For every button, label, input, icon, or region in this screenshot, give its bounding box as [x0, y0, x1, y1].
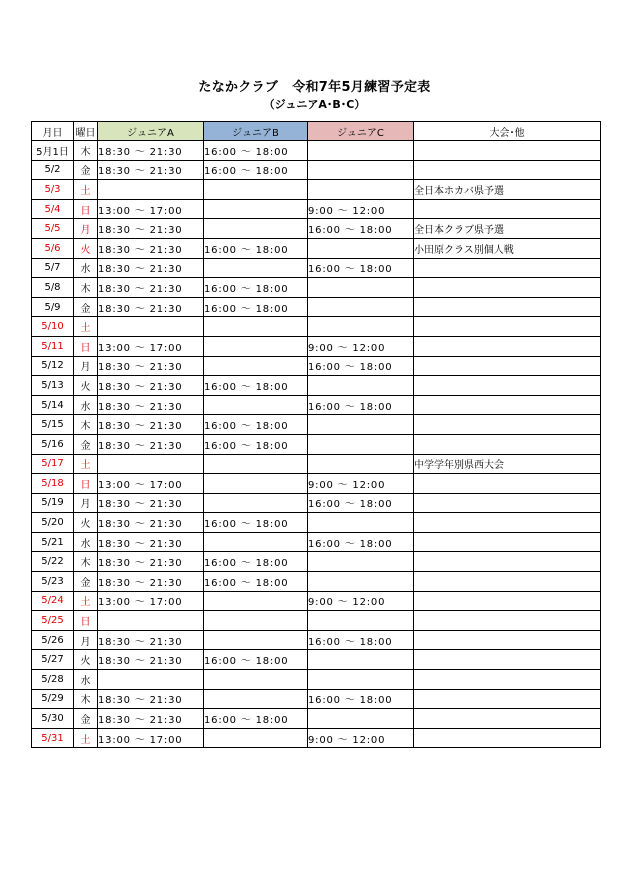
- cell-junior-c: [308, 297, 414, 317]
- cell-junior-c: 16:00 ～ 18:00: [308, 532, 414, 552]
- cell-dow: 水: [74, 670, 98, 690]
- cell-junior-c: [308, 670, 414, 690]
- cell-junior-c: [308, 454, 414, 474]
- cell-dow: 日: [74, 611, 98, 631]
- table-row: [32, 336, 601, 356]
- page-title: [0, 76, 629, 95]
- cell-event: [414, 709, 601, 729]
- table-row: [32, 709, 601, 729]
- cell-junior-b: [204, 474, 308, 494]
- cell-junior-c: [308, 376, 414, 396]
- cell-event: [414, 434, 601, 454]
- cell-event: [414, 297, 601, 317]
- cell-event: [414, 278, 601, 298]
- cell-junior-b: [204, 689, 308, 709]
- cell-event: [414, 532, 601, 552]
- table-row: [32, 728, 601, 748]
- table-row: [32, 454, 601, 474]
- cell-dow: 木: [74, 552, 98, 572]
- cell-junior-a: [98, 670, 204, 690]
- cell-dow: 土: [74, 728, 98, 748]
- cell-dow: 月: [74, 493, 98, 513]
- cell-junior-c: 9:00 ～ 12:00: [308, 336, 414, 356]
- cell-event: [414, 356, 601, 376]
- table-row: [32, 356, 601, 376]
- cell-dow: 日: [74, 199, 98, 219]
- cell-event: [414, 591, 601, 611]
- table-row: [32, 474, 601, 494]
- cell-junior-c: 16:00 ～ 18:00: [308, 356, 414, 376]
- column-header-junior-a: ジュニアA: [98, 122, 204, 141]
- cell-junior-a: 18:30 ～ 21:30: [98, 238, 204, 258]
- cell-date: 5/2: [32, 160, 74, 180]
- cell-date: 5/15: [32, 415, 74, 435]
- cell-dow: 土: [74, 180, 98, 200]
- cell-event: [414, 513, 601, 533]
- cell-event: 中学学年別県西大会: [414, 454, 601, 474]
- cell-date: 5/12: [32, 356, 74, 376]
- cell-dow: 日: [74, 336, 98, 356]
- table-row: [32, 572, 601, 592]
- cell-event: [414, 689, 601, 709]
- cell-junior-c: 9:00 ～ 12:00: [308, 474, 414, 494]
- cell-junior-a: 18:30 ～ 21:30: [98, 513, 204, 533]
- cell-junior-b: 16:00 ～ 18:00: [204, 278, 308, 298]
- cell-date: 5/30: [32, 709, 74, 729]
- cell-junior-c: [308, 238, 414, 258]
- cell-dow: 火: [74, 238, 98, 258]
- cell-event: [414, 611, 601, 631]
- table-row: [32, 180, 601, 200]
- cell-junior-c: [308, 552, 414, 572]
- cell-event: [414, 317, 601, 337]
- table-row: [32, 650, 601, 670]
- cell-date: 5/11: [32, 336, 74, 356]
- table-row: [32, 160, 601, 180]
- cell-dow: 火: [74, 650, 98, 670]
- cell-junior-a: 13:00 ～ 17:00: [98, 474, 204, 494]
- table-row: [32, 238, 601, 258]
- cell-junior-c: [308, 160, 414, 180]
- cell-junior-c: 9:00 ～ 12:00: [308, 591, 414, 611]
- cell-event: [414, 630, 601, 650]
- cell-dow: 火: [74, 376, 98, 396]
- cell-junior-b: [204, 532, 308, 552]
- cell-date: 5/16: [32, 434, 74, 454]
- column-header-event: 大会･他: [414, 122, 601, 141]
- cell-event: [414, 728, 601, 748]
- cell-junior-b: [204, 611, 308, 631]
- table-row: [32, 493, 601, 513]
- cell-date: 5/19: [32, 493, 74, 513]
- cell-junior-b: [204, 317, 308, 337]
- cell-date: 5/14: [32, 395, 74, 415]
- cell-event: 全日本ホカバ県予選: [414, 180, 601, 200]
- cell-dow: 水: [74, 395, 98, 415]
- cell-date: 5/26: [32, 630, 74, 650]
- cell-junior-b: 16:00 ～ 18:00: [204, 552, 308, 572]
- cell-event: [414, 650, 601, 670]
- cell-date: 5/23: [32, 572, 74, 592]
- cell-junior-b: [204, 258, 308, 278]
- page-subtitle: （ジュニアA･B･C）: [263, 98, 366, 111]
- cell-date: 5/29: [32, 689, 74, 709]
- table-row: [32, 395, 601, 415]
- cell-junior-a: [98, 611, 204, 631]
- cell-event: [414, 336, 601, 356]
- schedule-title: 令和7年5月練習予定表: [292, 80, 431, 95]
- cell-junior-c: [308, 317, 414, 337]
- cell-event: [414, 474, 601, 494]
- club-name: たなかクラブ: [198, 80, 279, 95]
- cell-junior-a: 18:30 ～ 21:30: [98, 297, 204, 317]
- cell-junior-a: 18:30 ～ 21:30: [98, 572, 204, 592]
- cell-junior-c: 16:00 ～ 18:00: [308, 258, 414, 278]
- cell-dow: 月: [74, 219, 98, 239]
- cell-event: [414, 415, 601, 435]
- cell-junior-c: [308, 415, 414, 435]
- table-row: [32, 376, 601, 396]
- cell-date: 5/13: [32, 376, 74, 396]
- cell-date: 5/10: [32, 317, 74, 337]
- cell-date: 5/27: [32, 650, 74, 670]
- cell-event: [414, 160, 601, 180]
- cell-dow: 水: [74, 258, 98, 278]
- cell-event: [414, 258, 601, 278]
- cell-junior-b: [204, 493, 308, 513]
- cell-junior-c: 9:00 ～ 12:00: [308, 199, 414, 219]
- cell-dow: 木: [74, 278, 98, 298]
- cell-junior-b: 16:00 ～ 18:00: [204, 160, 308, 180]
- cell-date: 5/31: [32, 728, 74, 748]
- cell-dow: 土: [74, 454, 98, 474]
- cell-junior-c: [308, 650, 414, 670]
- cell-junior-b: 16:00 ～ 18:00: [204, 415, 308, 435]
- schedule-table: [31, 121, 601, 748]
- cell-junior-c: 16:00 ～ 18:00: [308, 395, 414, 415]
- cell-junior-c: [308, 611, 414, 631]
- cell-junior-a: 18:30 ～ 21:30: [98, 630, 204, 650]
- cell-dow: 金: [74, 572, 98, 592]
- cell-junior-a: 18:30 ～ 21:30: [98, 650, 204, 670]
- cell-junior-a: 13:00 ～ 17:00: [98, 591, 204, 611]
- table-row: [32, 513, 601, 533]
- cell-dow: 金: [74, 434, 98, 454]
- cell-junior-b: 16:00 ～ 18:00: [204, 513, 308, 533]
- cell-junior-a: [98, 317, 204, 337]
- cell-date: 5/25: [32, 611, 74, 631]
- cell-junior-a: 18:30 ～ 21:30: [98, 552, 204, 572]
- cell-junior-a: 13:00 ～ 17:00: [98, 728, 204, 748]
- cell-junior-b: [204, 591, 308, 611]
- cell-date: 5/8: [32, 278, 74, 298]
- cell-junior-a: 18:30 ～ 21:30: [98, 376, 204, 396]
- cell-date: 5/28: [32, 670, 74, 690]
- table-row: [32, 591, 601, 611]
- cell-junior-a: 13:00 ～ 17:00: [98, 199, 204, 219]
- table-row: [32, 317, 601, 337]
- cell-junior-c: 16:00 ～ 18:00: [308, 630, 414, 650]
- table-row: [32, 297, 601, 317]
- cell-junior-b: [204, 219, 308, 239]
- cell-junior-b: 16:00 ～ 18:00: [204, 434, 308, 454]
- cell-dow: 土: [74, 591, 98, 611]
- cell-junior-b: 16:00 ～ 18:00: [204, 650, 308, 670]
- table-row: [32, 219, 601, 239]
- cell-junior-a: 18:30 ～ 21:30: [98, 709, 204, 729]
- cell-junior-b: 16:00 ～ 18:00: [204, 238, 308, 258]
- table-row: [32, 278, 601, 298]
- cell-date: 5/21: [32, 532, 74, 552]
- cell-date: 5/22: [32, 552, 74, 572]
- cell-junior-a: 18:30 ～ 21:30: [98, 415, 204, 435]
- table-row: [32, 434, 601, 454]
- cell-junior-c: [308, 278, 414, 298]
- cell-junior-c: [308, 434, 414, 454]
- cell-junior-b: [204, 336, 308, 356]
- cell-junior-b: [204, 395, 308, 415]
- cell-junior-a: 18:30 ～ 21:30: [98, 532, 204, 552]
- cell-dow: 土: [74, 317, 98, 337]
- cell-junior-a: 18:30 ～ 21:30: [98, 689, 204, 709]
- cell-event: [414, 199, 601, 219]
- cell-dow: 金: [74, 709, 98, 729]
- cell-junior-b: 16:00 ～ 18:00: [204, 141, 308, 161]
- column-header-date: 月日: [32, 122, 74, 141]
- cell-junior-a: [98, 454, 204, 474]
- cell-junior-b: [204, 454, 308, 474]
- table-row: [32, 141, 601, 161]
- table-row: [32, 258, 601, 278]
- cell-junior-b: [204, 630, 308, 650]
- cell-event: [414, 493, 601, 513]
- cell-date: 5/3: [32, 180, 74, 200]
- cell-date: 5/7: [32, 258, 74, 278]
- table-row: [32, 532, 601, 552]
- cell-junior-b: 16:00 ～ 18:00: [204, 572, 308, 592]
- cell-dow: 水: [74, 532, 98, 552]
- cell-junior-c: [308, 513, 414, 533]
- cell-dow: 月: [74, 356, 98, 376]
- cell-junior-c: [308, 180, 414, 200]
- cell-event: 全日本クラブ県予選: [414, 219, 601, 239]
- cell-dow: 金: [74, 160, 98, 180]
- cell-junior-b: [204, 356, 308, 376]
- cell-dow: 火: [74, 513, 98, 533]
- header-row: [32, 122, 601, 141]
- cell-event: [414, 395, 601, 415]
- cell-dow: 金: [74, 297, 98, 317]
- cell-junior-a: 18:30 ～ 21:30: [98, 219, 204, 239]
- cell-junior-c: [308, 572, 414, 592]
- table-row: [32, 415, 601, 435]
- cell-junior-b: 16:00 ～ 18:00: [204, 297, 308, 317]
- cell-junior-a: 18:30 ～ 21:30: [98, 160, 204, 180]
- cell-junior-c: 16:00 ～ 18:00: [308, 689, 414, 709]
- cell-dow: 木: [74, 689, 98, 709]
- cell-junior-b: [204, 670, 308, 690]
- cell-junior-b: [204, 199, 308, 219]
- cell-junior-a: [98, 180, 204, 200]
- cell-junior-b: [204, 728, 308, 748]
- cell-dow: 日: [74, 474, 98, 494]
- cell-date: 5/20: [32, 513, 74, 533]
- cell-date: 5/6: [32, 238, 74, 258]
- cell-date: 5/17: [32, 454, 74, 474]
- cell-junior-c: 9:00 ～ 12:00: [308, 728, 414, 748]
- cell-date: 5/24: [32, 591, 74, 611]
- cell-junior-a: 18:30 ～ 21:30: [98, 493, 204, 513]
- table-row: [32, 199, 601, 219]
- cell-event: [414, 141, 601, 161]
- cell-junior-a: 18:30 ～ 21:30: [98, 395, 204, 415]
- column-header-junior-b: ジュニアB: [204, 122, 308, 141]
- table-row: [32, 552, 601, 572]
- cell-junior-a: 18:30 ～ 21:30: [98, 356, 204, 376]
- table-row: [32, 630, 601, 650]
- cell-date: 5月1日: [32, 141, 74, 161]
- column-header-junior-c: ジュニアC: [308, 122, 414, 141]
- cell-event: [414, 572, 601, 592]
- cell-junior-c: [308, 141, 414, 161]
- cell-date: 5/18: [32, 474, 74, 494]
- cell-event: [414, 376, 601, 396]
- cell-dow: 木: [74, 141, 98, 161]
- cell-date: 5/5: [32, 219, 74, 239]
- cell-junior-a: 18:30 ～ 21:30: [98, 258, 204, 278]
- cell-junior-c: 16:00 ～ 18:00: [308, 219, 414, 239]
- cell-event: [414, 670, 601, 690]
- cell-junior-c: [308, 709, 414, 729]
- cell-date: 5/9: [32, 297, 74, 317]
- cell-event: [414, 552, 601, 572]
- cell-junior-a: 18:30 ～ 21:30: [98, 434, 204, 454]
- cell-dow: 木: [74, 415, 98, 435]
- table-row: [32, 611, 601, 631]
- cell-dow: 月: [74, 630, 98, 650]
- cell-junior-c: 16:00 ～ 18:00: [308, 493, 414, 513]
- cell-junior-a: 18:30 ～ 21:30: [98, 278, 204, 298]
- cell-junior-a: 18:30 ～ 21:30: [98, 141, 204, 161]
- table-row: [32, 670, 601, 690]
- cell-junior-b: [204, 180, 308, 200]
- table-row: [32, 689, 601, 709]
- cell-junior-a: 13:00 ～ 17:00: [98, 336, 204, 356]
- cell-event: 小田原クラス別個人戦: [414, 238, 601, 258]
- cell-junior-b: 16:00 ～ 18:00: [204, 709, 308, 729]
- cell-junior-b: 16:00 ～ 18:00: [204, 376, 308, 396]
- column-header-dow: 曜日: [74, 122, 98, 141]
- cell-date: 5/4: [32, 199, 74, 219]
